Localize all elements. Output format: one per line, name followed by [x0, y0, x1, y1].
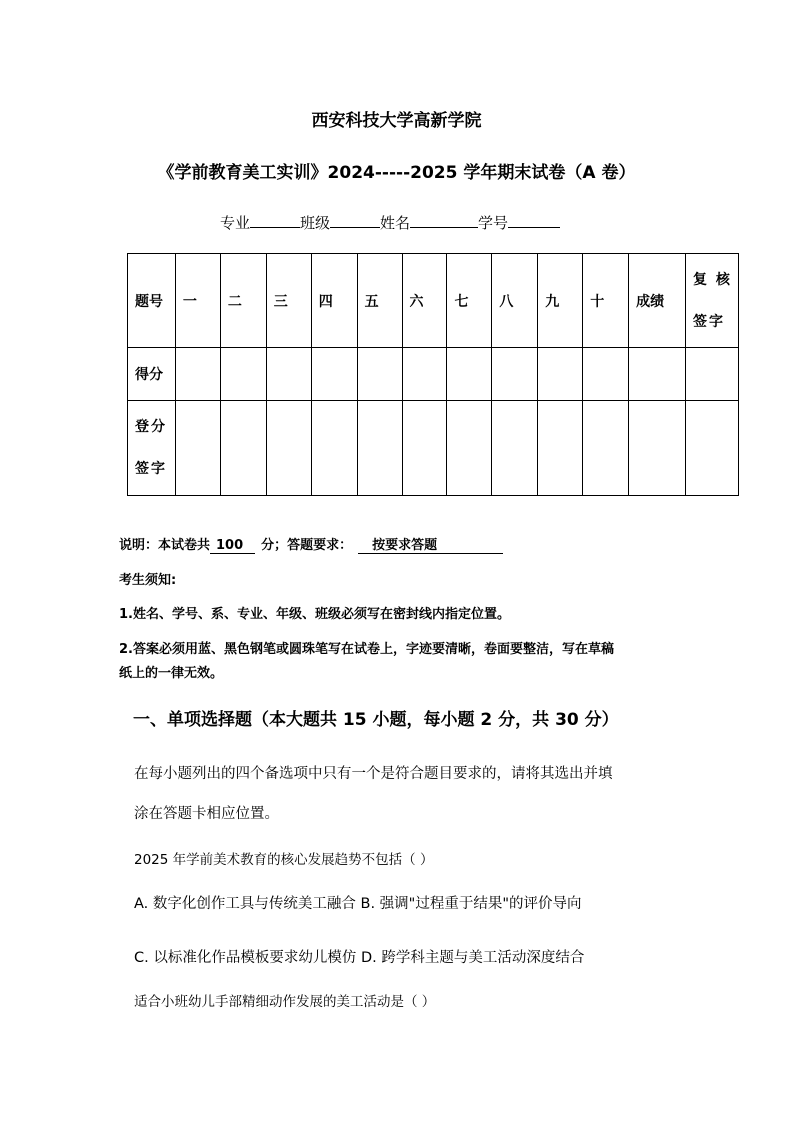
score-cell[interactable]: [629, 348, 686, 401]
register-line-2: 签字: [135, 461, 167, 477]
requirement-value: 按要求答题: [358, 534, 503, 554]
notice-item-2: 2.答案必须用蓝、黑色钢笔或圆珠笔写在试卷上，字迹要清晰，卷面要整洁，写在草稿: [119, 642, 614, 657]
register-line-1: 登分: [135, 419, 167, 435]
column-header: 五: [357, 254, 402, 348]
question-1-options-cd: C. 以标准化作品模板要求幼儿模仿 D. 跨学科主题与美工活动深度结合: [134, 950, 585, 966]
column-header: 六: [402, 254, 447, 348]
notice-title: 考生须知:: [119, 573, 177, 588]
section-instruction-cont: 涂在答题卡相应位置。: [134, 806, 279, 822]
name-field[interactable]: [410, 211, 478, 228]
question-1: 2025 年学前美术教育的核心发展趋势不包括（ ）: [134, 852, 434, 868]
column-header: 二: [220, 254, 266, 348]
column-header: 七: [447, 254, 492, 348]
class-field[interactable]: [330, 211, 380, 228]
question-2: 适合小班幼儿手部精细动作发展的美工活动是（ ）: [134, 994, 436, 1010]
sign-cell[interactable]: [266, 401, 311, 496]
student-id-field[interactable]: [508, 211, 560, 228]
score-cell[interactable]: [220, 348, 266, 401]
total-score-value: 100: [210, 538, 255, 554]
exam-title: 《学前教育美工实训》2024-----2025 学年期末试卷（A 卷）: [157, 163, 636, 183]
sign-cell[interactable]: [311, 401, 357, 496]
sign-cell[interactable]: [402, 401, 447, 496]
score-cell[interactable]: [492, 348, 538, 401]
school-name: 西安科技大学高新学院: [311, 111, 482, 131]
major-field[interactable]: [250, 211, 300, 228]
column-header: 十: [583, 254, 629, 348]
sign-cell[interactable]: [538, 401, 583, 496]
description-mid: 分；答题要求：: [261, 538, 353, 553]
row-header-register-sign: [128, 401, 176, 496]
question-1-options-ab: A. 数字化创作工具与传统美工融合 B. 强调"过程重于结果"的评价导向: [134, 896, 582, 912]
name-label: 姓名: [380, 214, 411, 232]
column-header: 九: [538, 254, 583, 348]
major-label: 专业: [220, 214, 251, 232]
row-header-question-no: 题号: [128, 254, 176, 348]
sign-cell[interactable]: [629, 401, 686, 496]
sign-cell[interactable]: [686, 401, 739, 496]
table-row: [128, 254, 739, 348]
row-header-score: 得分: [128, 348, 176, 401]
notice-item-1: 1.姓名、学号、系、专业、年级、班级必须写在密封线内指定位置。: [119, 607, 510, 622]
score-table: [127, 253, 739, 496]
sign-cell[interactable]: [357, 401, 402, 496]
score-cell[interactable]: [538, 348, 583, 401]
section-title: 一、单项选择题（本大题共 15 小题，每小题 2 分，共 30 分）: [133, 710, 619, 730]
class-label: 班级: [300, 214, 331, 232]
student-id-label: 学号: [478, 214, 509, 232]
score-cell[interactable]: [266, 348, 311, 401]
student-info-line: [220, 211, 560, 233]
sign-cell[interactable]: [447, 401, 492, 496]
score-cell[interactable]: [447, 348, 492, 401]
sign-cell[interactable]: [220, 401, 266, 496]
sign-cell[interactable]: [175, 401, 220, 496]
sign-cell[interactable]: [492, 401, 538, 496]
description-prefix: 说明：本试卷共: [119, 538, 211, 553]
score-cell[interactable]: [357, 348, 402, 401]
table-row: [128, 348, 739, 401]
score-cell[interactable]: [583, 348, 629, 401]
section-instruction: 在每小题列出的四个备选项中只有一个是符合题目要求的，请将其选出并填: [134, 766, 613, 782]
score-cell[interactable]: [311, 348, 357, 401]
exam-description: [119, 534, 503, 554]
column-header: 四: [311, 254, 357, 348]
notice-item-2-cont: 纸上的一律无效。: [119, 666, 224, 681]
score-cell[interactable]: [686, 348, 739, 401]
score-cell[interactable]: [175, 348, 220, 401]
column-header: 一: [175, 254, 220, 348]
score-cell[interactable]: [402, 348, 447, 401]
column-header: 八: [492, 254, 538, 348]
column-header-review: [686, 254, 739, 348]
review-line-2: 签字: [693, 313, 726, 330]
column-header: 三: [266, 254, 311, 348]
sign-cell[interactable]: [583, 401, 629, 496]
table-row: [128, 401, 739, 496]
column-header-total: 成绩: [629, 254, 686, 348]
review-line-1: 复 核: [693, 271, 732, 288]
